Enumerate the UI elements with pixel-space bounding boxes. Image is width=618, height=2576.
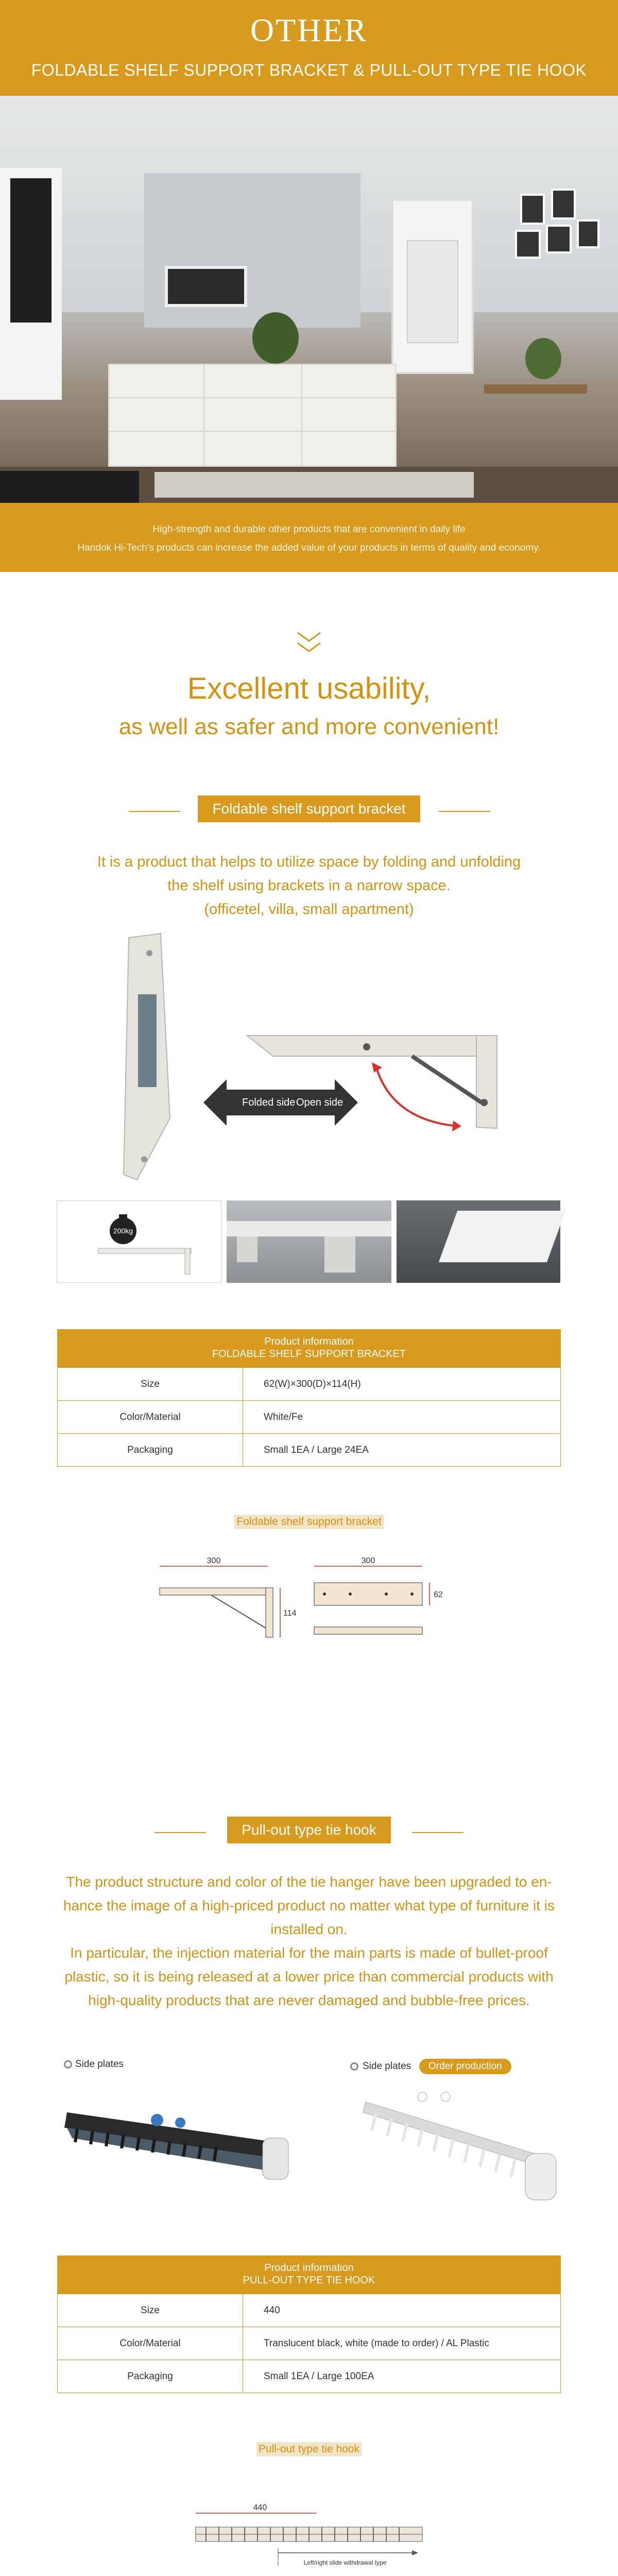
folded-side-label: Folded side [242,1097,296,1108]
header-description: High-strength and durable other products that are convenient in daily life Handok Hi-Tech's products can increase the added value of your products in terms of quality and economy. [77,524,541,553]
radio-dot-icon [350,2062,358,2071]
weight-label: 200kg [113,1227,133,1235]
table-row: Packaging Small 1EA / Large 100EA [58,2360,561,2393]
tiehook-drawing-caption-wrap [0,2442,618,2456]
thumbnail-mounted-bracket [227,1200,391,1283]
bracket-drawing-caption-wrap [0,1515,618,1529]
hero-room-photo [0,96,618,503]
tiehook-technical-drawing [191,2499,427,2576]
bracket-info-panel [57,1329,561,1467]
svg-text:114: 114 [283,1609,297,1618]
thumbnail-open-shelf [397,1200,560,1283]
bracket-description: It is a product that helps to utilize space by folding and unfolding the shelf using brackets in a narrow space. (officetel, villa, small apartment) [97,854,521,918]
intro-section [0,630,618,740]
table-row: Size 440 [58,2294,561,2327]
tiehook-description: The product structure and color of the tie hanger have been upgraded to en- hance the image of a high-priced product no matter what type of furniture it is installed on. In particular, the injection material for the main parts is made of bullet-proof plastic, so it is being released at a lower price than commercial products with high-quality products that are never damaged and bubble-free prices. [63,1874,555,2008]
svg-text:440: 440 [253,2503,267,2512]
bracket-tag-wrap [0,795,618,822]
open-bracket-image [247,1036,497,1131]
tiehook-info-table [57,2294,561,2393]
svg-text:300: 300 [207,1556,221,1565]
fold-direction-arrow [203,1079,358,1126]
tiehook-tag: Pull-out type tie hook [227,1817,391,1843]
bracket-info-header: Product information FOLDABLE SHELF SUPPORT BRACKET [57,1329,561,1367]
slide-note: Left/right slide withdrawal type [303,2559,387,2566]
tiehook-info-header: Product information PULL-OUT TYPE TIE HOOK [57,2256,561,2294]
tie-hook-black-image [57,2081,294,2195]
intro-headline-2: as well as safer and more convenient! [118,714,500,739]
tiehook-drawing-caption: Pull-out type tie hook [256,2442,362,2456]
table-row: Packaging Small 1EA / Large 24EA [58,1434,561,1467]
table-row: Color/Material Translucent black, white (made to order) / AL Plastic [58,2327,561,2360]
svg-text:300: 300 [361,1556,375,1565]
tie-hook-white-image [355,2081,566,2205]
page-title: OTHER [250,12,368,48]
order-production-badge: Order production [419,2059,511,2074]
header-banner [0,0,618,572]
right-product-label: Side plates Order production [350,2059,511,2074]
bracket-illustration [0,933,618,1190]
svg-text:62: 62 [434,1590,443,1599]
bracket-info-table [57,1367,561,1467]
table-row: Color/Material White/Fe [58,1401,561,1434]
radio-dot-icon [64,2060,72,2069]
tiehook-info-panel [57,2256,561,2393]
open-side-label: Open side [296,1097,344,1108]
tiehook-tag-wrap [0,1817,618,1843]
left-product-label: Side plates [64,2059,124,2070]
table-row: Size 62(W)×300(D)×114(H) [58,1368,561,1401]
bracket-technical-drawing [144,1551,474,1654]
thumbnail-load-test [57,1200,221,1283]
page-subtitle: FOLDABLE SHELF SUPPORT BRACKET & PULL-OUT TYPE TIE HOOK [31,61,587,79]
bracket-drawing-caption: Foldable shelf support bracket [234,1515,383,1529]
bracket-tag: Foldable shelf support bracket [198,795,420,822]
chevron-down-icon [294,630,324,655]
folded-bracket-image [124,934,170,1180]
intro-headline-1: Excellent usability, [187,672,431,705]
